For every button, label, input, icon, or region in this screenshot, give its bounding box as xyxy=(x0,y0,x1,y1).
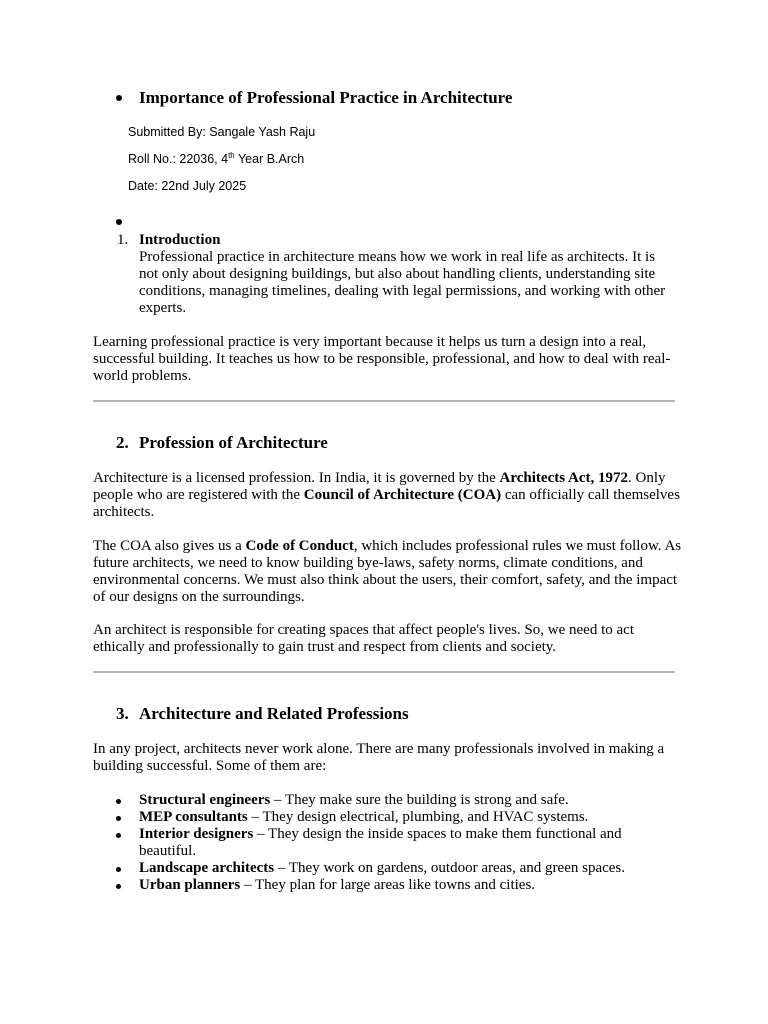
section2-paragraph-1: Architecture is a licensed profession. In India, it is governed by the Architects Act, 1972. Only people who are registered with the Council of Architecture (COA) can officially call themselves architects. xyxy=(93,470,680,520)
section2-heading: Profession of Architecture xyxy=(139,433,328,452)
list-item: Structural engineers – They make sure the building is strong and safe. xyxy=(139,792,569,808)
section3-intro: In any project, architects never work alone. There are many professionals involved in making a building successful. Some of them are: xyxy=(93,741,665,774)
list-bullet xyxy=(116,833,121,838)
section2-paragraph-3: An architect is responsible for creating spaces that affect people's lives. So, we need to act ethically and professionally to gain trust and respect from clients and society. xyxy=(93,622,634,655)
divider xyxy=(93,671,675,673)
section2-paragraph-2: The COA also gives us a Code of Conduct, which includes professional rules we must follow. As future architects, we need to know building bye-laws, safety norms, climate conditions, and environmental concerns. We must also think about the users, their comfort, safety, and the impact of our designs on the surroundings. xyxy=(93,538,682,605)
section3-heading: Architecture and Related Professions xyxy=(139,704,409,723)
list-item: MEP consultants – They design electrical, plumbing, and HVAC systems. xyxy=(139,809,589,825)
divider xyxy=(93,400,675,402)
document-title: Importance of Professional Practice in Architecture xyxy=(139,88,513,107)
empty-bullet xyxy=(116,219,122,225)
section2-number: 2. xyxy=(116,433,129,452)
intro-text: Professional practice in architecture means how we work in real life as architects. It is not only about designing buildings, but also about handling clients, understanding site conditions, managing timelines, dealing with legal permissions, and working with other experts. xyxy=(139,249,666,316)
list-item: Landscape architects – They work on gardens, outdoor areas, and green spaces. xyxy=(139,860,625,876)
intro-heading: Introduction xyxy=(139,232,221,248)
submitted-by: Submitted By: Sangale Yash Raju xyxy=(128,125,316,139)
list-item: Interior designers – They design the inside spaces to make them functional and beautiful. xyxy=(139,826,622,859)
intro-number: 1. xyxy=(117,232,129,248)
roll-number: Roll No.: 22036, 4th Year B.Arch xyxy=(128,150,305,166)
list-bullet xyxy=(116,884,121,889)
list-bullet xyxy=(116,799,121,804)
list-item: Urban planners – They plan for large areas like towns and cities. xyxy=(139,877,536,893)
section3-number: 3. xyxy=(116,704,129,723)
list-bullet xyxy=(116,816,121,821)
date: Date: 22nd July 2025 xyxy=(128,179,247,193)
list-bullet xyxy=(116,867,121,872)
intro-paragraph-2: Learning professional practice is very important because it helps us turn a design into a real, successful building. It teaches us how to be responsible, professional, and how to deal with real-world problems. xyxy=(93,334,671,384)
title-bullet xyxy=(116,95,122,101)
